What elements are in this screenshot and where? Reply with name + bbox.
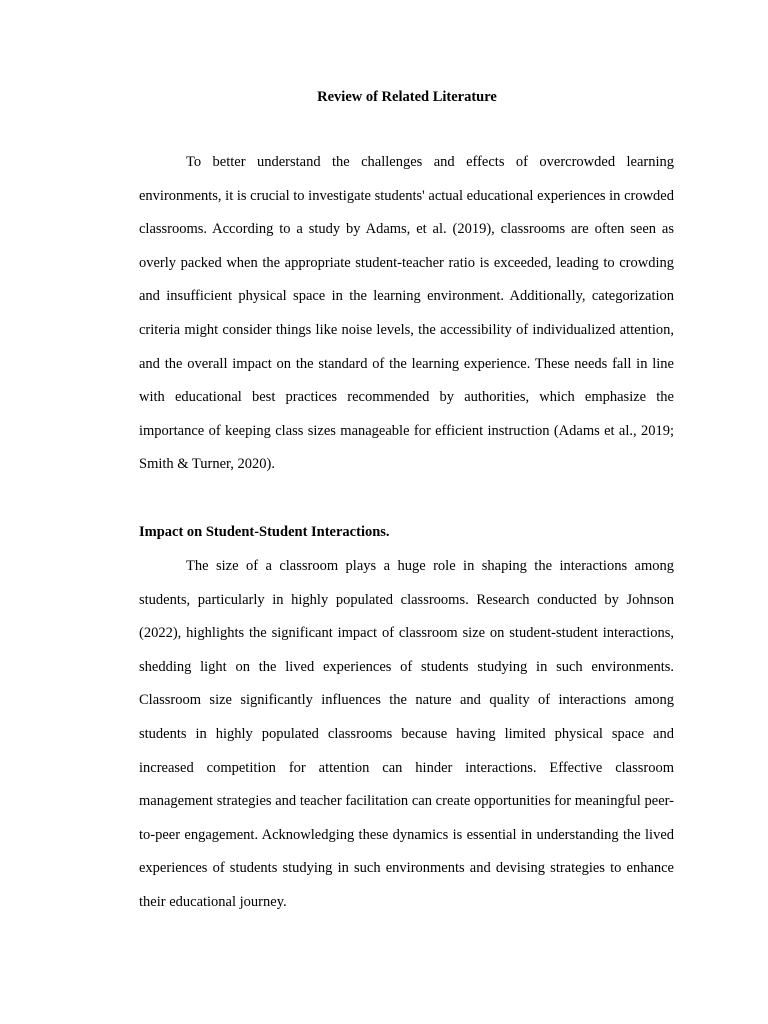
intro-paragraph: To better understand the challenges and effects of overcrowded learning environments, it is crucial to investigate students' actual educational experiences in crowded classrooms. According to a study by Adams, et al. (2019), classrooms are often seen as overly packed when the appropriate student-teacher ratio is exceeded, leading to crowding and insufficient physical space in the learning environment. Additionally, categorization criteria might consider things like noise levels, the accessibility of individualized attention, and the overall impact on the standard of the learning experience. These needs fall in line with educational best practices recommended by authorities, which emphasize the importance of keeping class sizes manageable for efficient instruction (Adams et al., 2019; Smith & Turner, 2020).	[139, 154, 674, 473]
document-title: Review of Related Literature	[317, 89, 497, 105]
section-heading: Impact on Student-Student Interactions.	[139, 524, 390, 540]
section-paragraph: The size of a classroom plays a huge role in shaping the interactions among students, particularly in highly populated classrooms. Research conducted by Johnson (2022), highlights the significant impact of classroom size on student-student interactions, shedding light on the lived experiences of students studying in such environments. Classroom size significantly influences the nature and quality of interactions among students in highly populated classrooms because having limited physical space and increased competition for attention can hinder interactions. Effective classroom management strategies and teacher facilitation can create opportunities for meaningful peer-to-peer engagement. Acknowledging these dynamics is essential in understanding the lived experiences of students studying in such environments and devising strategies to enhance their educational journey.	[139, 558, 674, 910]
